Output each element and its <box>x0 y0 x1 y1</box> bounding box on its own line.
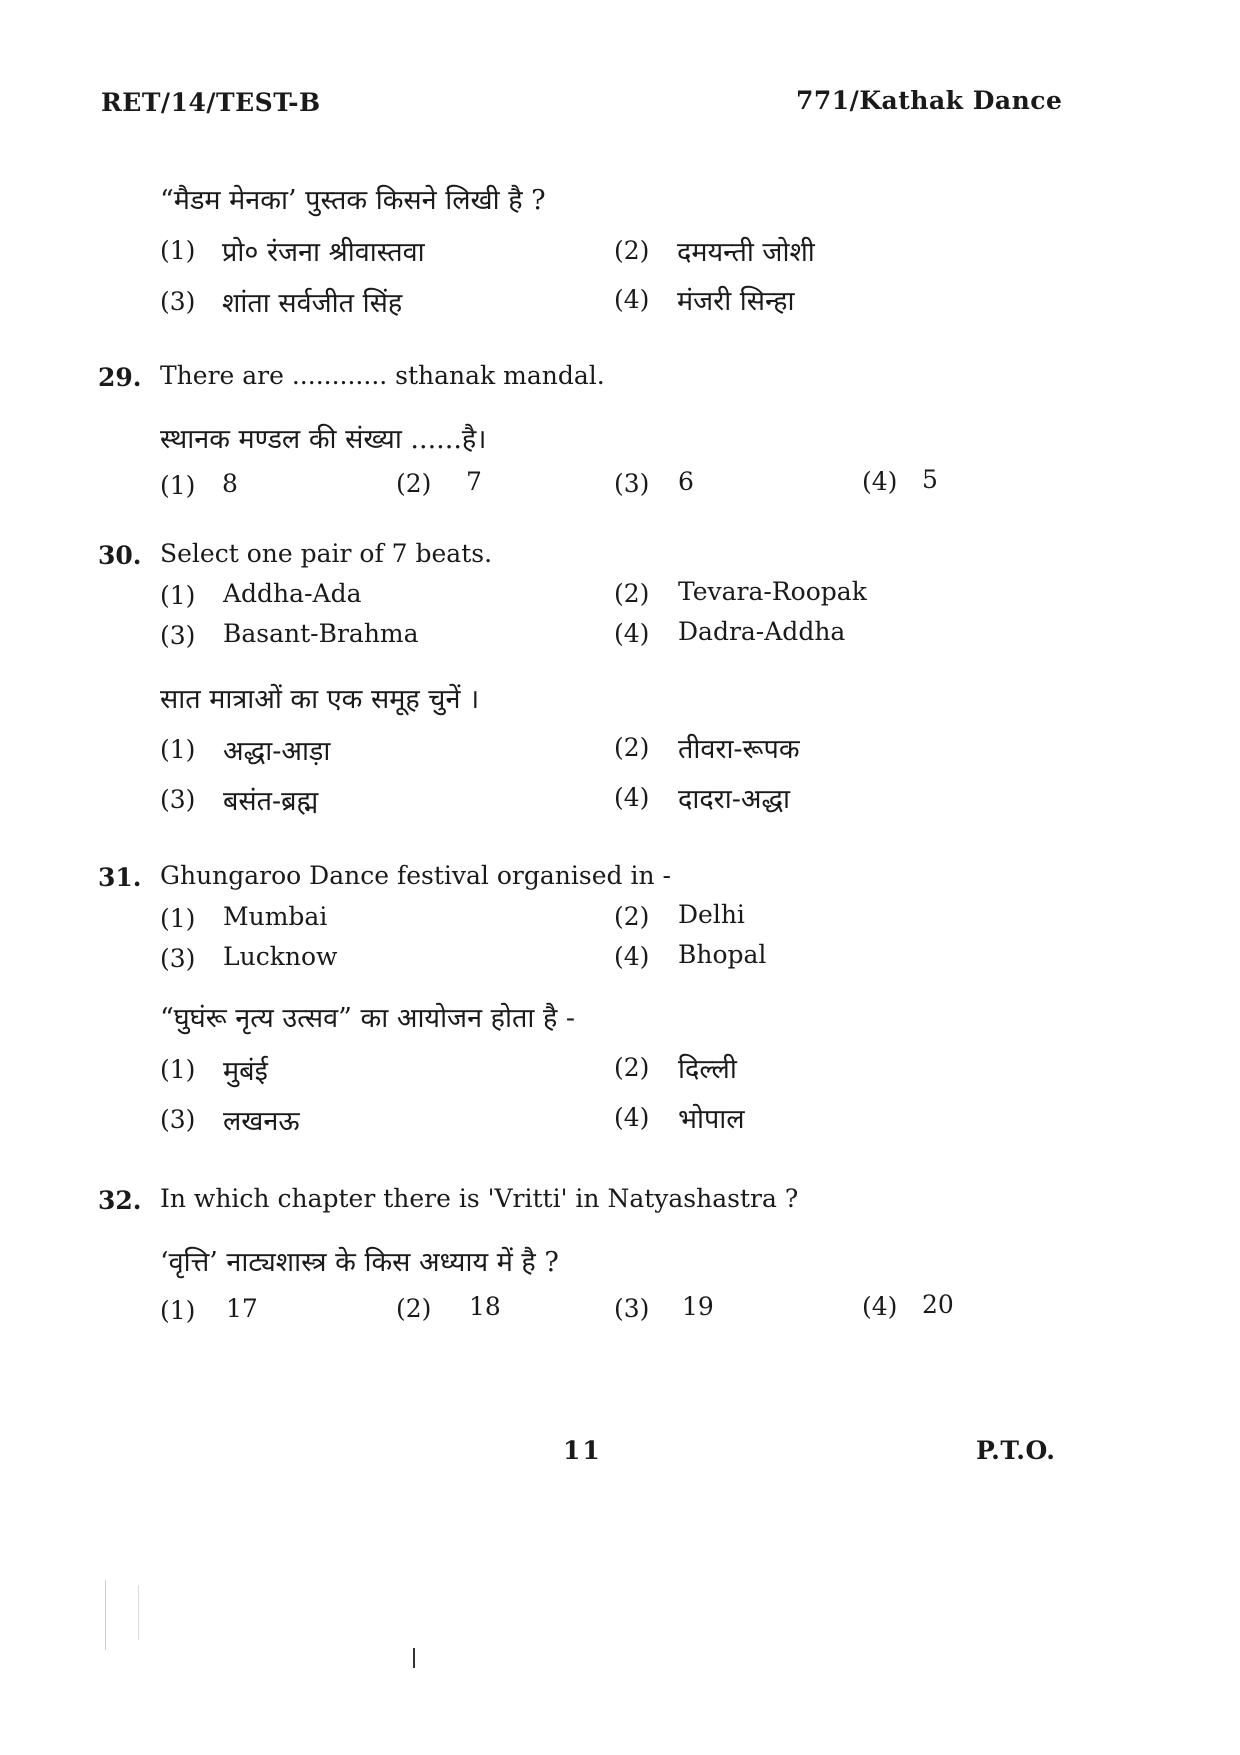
q32-opt2-num: (2) <box>396 1294 432 1323</box>
q31-hi-opt3-num: (3) <box>160 1105 196 1134</box>
q31-opt2-num: (2) <box>614 902 650 931</box>
q32-opt4-num: (4) <box>862 1292 898 1321</box>
header-right: 771/Kathak Dance <box>796 86 1063 115</box>
q31-opt3-num: (3) <box>160 944 196 973</box>
q31-opt3-text: Lucknow <box>223 942 338 971</box>
q31-hi-opt3-text: लखनऊ <box>223 1106 300 1137</box>
q29-number: 29. <box>98 363 142 392</box>
q30-hi-opt2-num: (2) <box>614 733 650 762</box>
q29-opt4-num: (4) <box>862 467 898 496</box>
q32-opt4-text: 20 <box>922 1290 954 1319</box>
q29-text-hi: स्थानक मण्डल की संख्या ......है। <box>160 424 487 455</box>
q32-opt3-num: (3) <box>614 1294 650 1323</box>
q31-opt1-num: (1) <box>160 904 196 933</box>
q28-opt4-text: मंजरी सिन्हा <box>677 286 795 317</box>
q31-hi-opt2-text: दिल्ली <box>678 1054 737 1085</box>
q30-opt3-text: Basant-Brahma <box>223 619 419 648</box>
q32-opt1-text: 17 <box>226 1294 258 1323</box>
q31-number: 31. <box>98 863 142 892</box>
q30-opt4-text: Dadra-Addha <box>678 617 846 646</box>
q30-hi-opt1-text: अद्धा-आड़ा <box>223 736 331 767</box>
q30-hi-opt3-num: (3) <box>160 785 196 814</box>
q31-hi-opt4-num: (4) <box>614 1103 650 1132</box>
q32-text-hi: ‘वृत्ति’ नाट्यशास्त्र के किस अध्याय में है ? <box>160 1247 559 1278</box>
q31-hi-opt1-text: मुबंई <box>223 1056 268 1087</box>
q31-hi-opt1-num: (1) <box>160 1055 196 1084</box>
q31-text-hi: “घुघंरू नृत्य उत्सव” का आयोजन होता है - <box>160 1003 576 1034</box>
q31-opt4-num: (4) <box>614 942 650 971</box>
q31-hi-opt2-num: (2) <box>614 1053 650 1082</box>
q28-opt2-text: दमयन्ती जोशी <box>677 237 815 268</box>
q30-opt3-num: (3) <box>160 621 196 650</box>
pto-label: P.T.O. <box>976 1436 1056 1465</box>
q30-opt1-text: Addha-Ada <box>223 579 362 608</box>
q30-text-hi: सात मात्राओं का एक समूह चुनें । <box>160 684 480 715</box>
q32-number: 32. <box>98 1186 142 1215</box>
page-number: 11 <box>563 1436 602 1465</box>
q28-opt3-num: (3) <box>160 287 196 316</box>
q31-opt2-text: Delhi <box>678 900 745 929</box>
q29-opt3-num: (3) <box>614 469 650 498</box>
q29-opt1-num: (1) <box>160 471 196 500</box>
scan-mark <box>105 1580 106 1650</box>
q29-opt2-num: (2) <box>396 469 432 498</box>
q28-opt3-text: शांता सर्वजीत सिंह <box>222 288 403 319</box>
scan-mark <box>413 1648 415 1668</box>
q30-opt4-num: (4) <box>614 619 650 648</box>
q31-text-en: Ghungaroo Dance festival organised in - <box>160 861 671 890</box>
q30-hi-opt2-text: तीवरा-रूपक <box>678 734 800 765</box>
q30-hi-opt3-text: बसंत-ब्रह्म <box>223 786 319 817</box>
q30-opt1-num: (1) <box>160 581 196 610</box>
q28-opt4-num: (4) <box>614 285 650 314</box>
q31-hi-opt4-text: भोपाल <box>678 1104 745 1135</box>
q31-opt1-text: Mumbai <box>223 902 328 931</box>
q30-text-en: Select one pair of 7 beats. <box>160 539 493 568</box>
q30-opt2-text: Tevara-Roopak <box>678 577 867 606</box>
q30-hi-opt4-num: (4) <box>614 783 650 812</box>
q30-opt2-num: (2) <box>614 579 650 608</box>
header-left: RET/14/TEST-B <box>101 88 321 117</box>
q29-text-en: There are ............ sthanak mandal. <box>160 361 605 390</box>
q30-number: 30. <box>98 541 142 570</box>
q28-opt1-num: (1) <box>160 236 196 265</box>
q32-opt1-num: (1) <box>160 1296 196 1325</box>
q32-text-en: In which chapter there is 'Vritti' in Natyashastra ? <box>160 1184 799 1213</box>
q32-opt2-text: 18 <box>469 1292 501 1321</box>
q30-hi-opt4-text: दादरा-अद्धा <box>678 784 791 815</box>
q32-opt3-text: 19 <box>682 1292 714 1321</box>
q31-opt4-text: Bhopal <box>678 940 767 969</box>
scan-mark <box>138 1585 139 1640</box>
q29-opt3-text: 6 <box>678 467 694 496</box>
q29-opt1-text: 8 <box>222 469 238 498</box>
q28-opt2-num: (2) <box>614 236 650 265</box>
q29-opt2-text: 7 <box>466 467 482 496</box>
q30-hi-opt1-num: (1) <box>160 735 196 764</box>
q28-text-hi: “मैडम मेनका’ पुस्तक किसने लिखी है ? <box>160 185 546 216</box>
q29-opt4-text: 5 <box>922 465 938 494</box>
q28-opt1-text: प्रो० रंजना श्रीवास्तवा <box>222 237 425 268</box>
